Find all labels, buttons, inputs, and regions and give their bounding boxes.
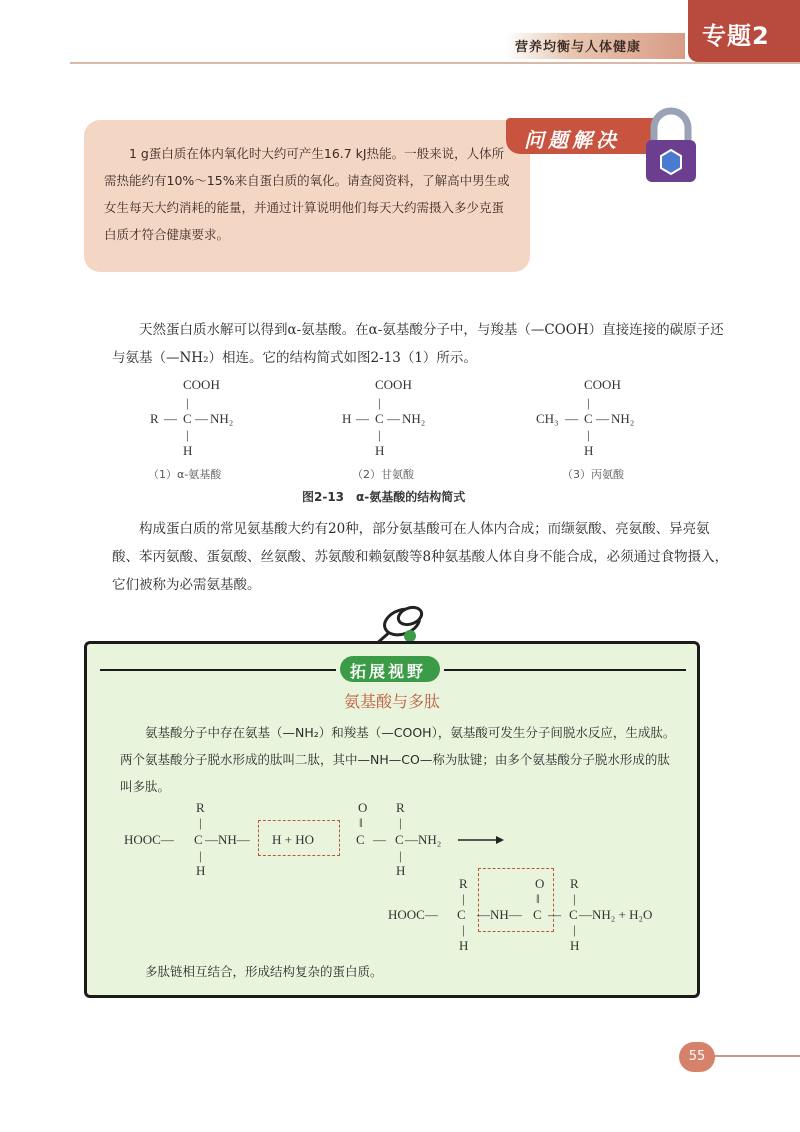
problem-label <box>506 118 654 154</box>
double-bond: ‖ <box>359 815 363 830</box>
page-number: 55 <box>679 1042 715 1072</box>
double-bond: ‖ <box>536 891 540 906</box>
hydrogen: H <box>196 863 206 878</box>
structure-right-group: NH₂ <box>402 411 426 426</box>
essential-amino-acids-paragraph: 构成蛋白质的常见氨基酸大约有20种，部分氨基酸可在人体内合成；而缬氨酸、亮氨酸、异亮氨酸、苯丙氨酸、蛋氨酸、丝氨酸、苏氨酸和赖氨酸等8种氨基酸人体自身不能合成，必须通过食物摄入，它们被称为必需氨基酸。 <box>112 521 729 593</box>
structure-left-group: H <box>342 411 352 426</box>
bond-vertical: | <box>399 815 402 830</box>
carbon: C <box>194 832 203 847</box>
structure-caption: （3）丙氨酸 <box>562 468 624 481</box>
r-group: R <box>396 800 405 815</box>
structure-bottom-group: H <box>375 443 385 458</box>
carbon: C <box>569 907 578 922</box>
problem-text: 1 g蛋白质在体内氧化时大约可产生16.7 kJ热能。一般来说，人体所需热能约有10%～15%来自蛋白质的氧化。请查阅资料，了解高中男生或女生每天大约消耗的能量，并通过计算说明他们每天大约需摄入多少克蛋白质才符合健康要求。 <box>104 146 510 242</box>
bond-vertical: | <box>199 848 202 863</box>
bond-horizontal: — <box>373 832 386 847</box>
amino-group: —NH₂ <box>405 832 442 847</box>
page-number-rule <box>700 1055 800 1057</box>
explore-paragraph: 氨基酸分子中存在氨基（—NH₂）和羧基（—COOH），氨基酸可发生分子间脱水反应，生成肽。两个氨基酸分子脱水形成的肽叫二肽，其中—NH—CO—称为肽键；由多个氨基酸分子脱水形成的肽叫多肽。 <box>120 725 676 794</box>
bond-horizontal: — <box>565 411 578 426</box>
explore-label <box>340 656 440 682</box>
bond-vertical: | <box>462 891 465 906</box>
bond-vertical: | <box>399 848 402 863</box>
bond-horizontal: — <box>164 411 177 426</box>
carbonyl-oxygen: O <box>358 800 368 815</box>
bond-vertical: | <box>378 395 381 410</box>
structure-caption: （1）α-氨基酸 <box>148 468 222 481</box>
bond-vertical: | <box>587 395 590 410</box>
structure-caption: （2）甘氨酸 <box>352 468 414 481</box>
amine-link: —NH— <box>205 832 250 847</box>
bond-vertical: | <box>573 891 576 906</box>
carbon: C <box>457 907 466 922</box>
bond-vertical: | <box>378 427 381 442</box>
structure-right-group: NH₂ <box>611 411 635 426</box>
alpha-carbon: C <box>584 411 593 426</box>
bond-horizontal: — <box>356 411 369 426</box>
problem-label-text: 问题解决 <box>524 128 620 152</box>
explore-subtitle: 氨基酸与多肽 <box>344 692 441 711</box>
r-group: R <box>196 800 205 815</box>
structure-bottom-group: H <box>584 443 594 458</box>
r-group: R <box>459 876 468 891</box>
bond-horizontal: — <box>195 411 208 426</box>
bond-horizontal: — <box>548 907 561 922</box>
amine-link: —NH— <box>477 907 522 922</box>
lock-icon <box>640 106 702 186</box>
explore-conclusion: 多肽链相互结合，形成结构复杂的蛋白质。 <box>145 964 383 979</box>
header-divider <box>70 62 800 64</box>
hydrogen: H <box>459 938 469 953</box>
bond-vertical: | <box>186 427 189 442</box>
bond-horizontal: — <box>596 411 609 426</box>
r-group: R <box>570 876 579 891</box>
explore-rule-left <box>100 669 336 671</box>
bond-vertical: | <box>186 395 189 410</box>
removed-h-and-oh: H + HO <box>272 832 314 847</box>
structure-right-group: NH₂ <box>210 411 234 426</box>
bond-horizontal: — <box>387 411 400 426</box>
carboxyl-group: HOOC— <box>388 907 438 922</box>
bond-vertical: | <box>462 922 465 937</box>
bond-vertical: | <box>199 815 202 830</box>
alpha-carbon: C <box>375 411 384 426</box>
explore-rule-right <box>444 669 686 671</box>
hydrogen: H <box>396 863 406 878</box>
structure-bottom-group: H <box>183 443 193 458</box>
reaction-arrow-icon <box>458 834 504 846</box>
hydrogen: H <box>570 938 580 953</box>
structure-top-group: COOH <box>584 377 621 392</box>
carbonyl-oxygen: O <box>535 876 545 891</box>
intro-paragraph: 天然蛋白质水解可以得到α-氨基酸。在α-氨基酸分子中，与羧基（—COOH）直接连接的碳原子还与氨基（—NH₂）相连。它的结构简式如图2-13（1）所示。 <box>112 322 724 366</box>
structure-top-group: COOH <box>183 377 220 392</box>
alpha-carbon: C <box>183 411 192 426</box>
amino-group-and-water: —NH₂ + H₂O <box>579 907 653 922</box>
carbon: C <box>395 832 404 847</box>
page-header <box>0 0 800 62</box>
carboxyl-group: HOOC— <box>124 832 174 847</box>
unit-tab <box>688 0 800 62</box>
explore-label-text: 拓展视野 <box>350 662 427 681</box>
bond-vertical: | <box>587 427 590 442</box>
bond-vertical: | <box>573 922 576 937</box>
structure-left-group: CH₃ <box>536 411 559 426</box>
structure-top-group: COOH <box>375 377 412 392</box>
carbonyl-carbon: C <box>533 907 542 922</box>
carbonyl-carbon: C <box>356 832 365 847</box>
book-title: 营养均衡与人体健康 <box>515 40 642 55</box>
structure-left-group: R <box>150 411 159 426</box>
figure-title: 图2-13 α-氨基酸的结构简式 <box>302 490 466 504</box>
unit-tab-label: 专题2 <box>702 22 770 50</box>
